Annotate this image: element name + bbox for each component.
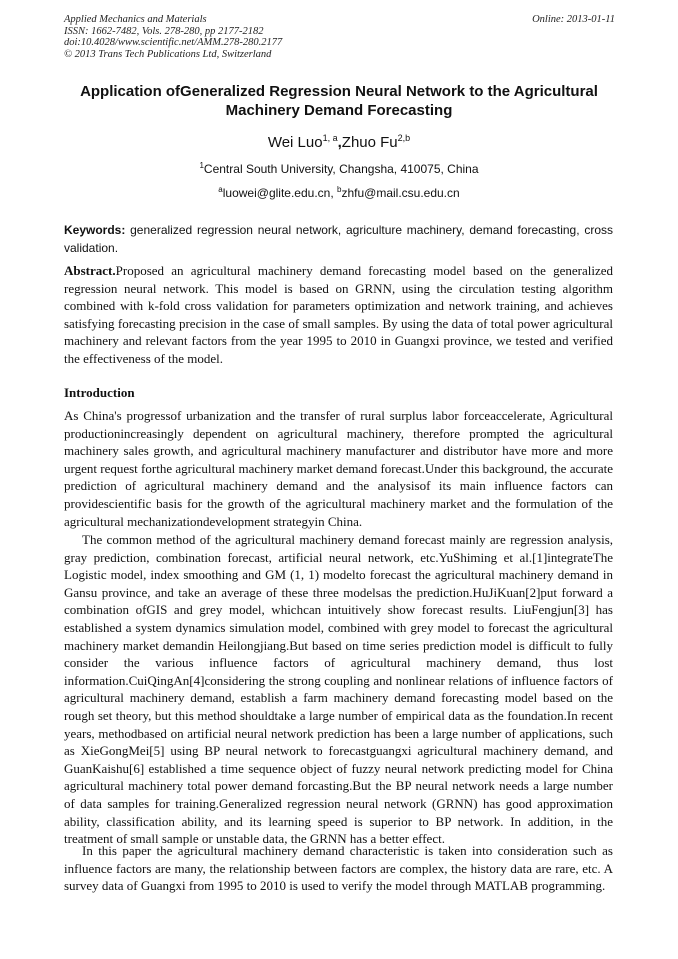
email-superscript: b xyxy=(337,185,342,194)
keywords-label: Keywords: xyxy=(64,223,126,237)
keywords-text: generalized regression neural network, agriculture machinery, demand forecasting, cross validation. xyxy=(64,223,613,255)
intro-paragraph-3: In this paper the agricultural machinery demand characteristic is taken into consideration such as influence factors are many, the relationship between factors are complex, the history data are rare, etc. A survey data of Guangxi from 1995 to 2010 is used to verify the model through MATLAB programming. xyxy=(64,843,613,894)
issn-line: ISSN: 1662-7482, Vols. 278-280, pp 2177-2182 xyxy=(64,25,264,37)
copyright-line: © 2013 Trans Tech Publications Ltd, Switzerland xyxy=(64,48,272,60)
intro-paragraph-2: The common method of the agricultural machinery demand forecast mainly are regression analysis, gray prediction, combination forecast, artificial neural network, etc.YuShiming et al.[1]integrateThe Logistic model, index smoothing and GM (1, 1) modelto forecast the agricultural machinery demand in Gansu province, and take an average of these three modelsas the prediction.HuJiKuan[2]put forward a combination ofGIS and grey model, whichcan intuitively show forecast results. LiuFengjun[3] has established a system dynamics simulation model, combined with grey model to forecast the agricultural machinery market demandin Heilongjiang.But based on time series prediction model is difficult to fully consider the various influence factors of agricultural machinery demand, thus lost information.CuiQingAn[4]considering the strong coupling and nonlinear relations of influence factors of agricultural machinery demand, establish a farm machinery demand forecasting model based on the rough set theory, but this method shouldtake a large number of empirical data as the foundation.In recent years, methodbased on artificial neural network prediction has been a large number of applications, such as XieGongMei[5] using BP neural network to forecastguangxi agricultural machinery demand, and GuanKaishu[6] established a time sequence object of fuzzy neural network predicting model for China agricultural machinery total power demand forcasting.But the BP neural network needs a large number of data samples for training.Generalized regression neural network (GRNN) has good approximation ability, classification ability, and its learning speed is superior to BP network. In addition, in the treatment of small sample or unstable data, the GRNN has a better effect. xyxy=(64,532,613,847)
author-line xyxy=(60,129,618,152)
abstract-text: Proposed an agricultural machinery demand forecasting model based on the generalized regression neural network. This model is based on GRNN, using the circulation testing algorithm combined with k-fold cross validation for parameters optimization and network training, and achieves satisfying forecasting precision in the case of small samples. By using the data of total power agricultural machinery and relevant factors from the year 1995 to 2010 in Guangxi province, we tested and verified the effectiveness of the model. xyxy=(64,263,613,366)
abstract xyxy=(64,262,613,368)
email-address: zhfu@mail.csu.edu.cn xyxy=(341,186,460,200)
affiliation-text: Central South University, Changsha, 410075, China xyxy=(203,162,479,176)
online-date: Online: 2013-01-11 xyxy=(532,14,615,25)
author-superscript: 2,b xyxy=(397,133,411,143)
section-heading-introduction: Introduction xyxy=(64,385,135,400)
paper-title: Application ofGeneralized Regression Neural Network to the Agricultural Machinery Demand Forecasting xyxy=(80,83,598,119)
email-line xyxy=(60,182,618,201)
abstract-label: Abstract. xyxy=(64,263,116,278)
intro-paragraph-1: As China's progressof urbanization and the transfer of rural surplus labor forceaccelerate, Agricultural productionincreasingly dependent on agricultural machinery, therefore prompted the agricultural machinery sales growth, and agricultural machinery manufacturer and distributor have more and more urgent request forthe agricultural machinery market demand forecast.Under this background, the accurate prediction of agricultural machinery demand and the analysisof its main influence factors can providescientific basis for the growth of the agricultural machinery market and the formulation of the agricultural mechanizationdevelopment strategyin China. xyxy=(64,408,613,529)
affiliation xyxy=(60,158,618,177)
author-name: Zhuo Fu xyxy=(341,134,398,151)
email-address: luowei@glite.edu.cn, xyxy=(222,186,337,200)
author-superscript: 1, a xyxy=(322,133,338,143)
author-name: Wei Luo xyxy=(267,134,323,151)
author-separator: , xyxy=(337,134,342,151)
affiliation-superscript: 1 xyxy=(199,161,204,170)
email-superscript: a xyxy=(218,185,223,194)
journal-name: Applied Mechanics and Materials xyxy=(64,14,207,25)
keywords xyxy=(64,221,613,257)
journal-header xyxy=(64,14,615,60)
doi-line: doi:10.4028/www.scientific.net/AMM.278-280.2177 xyxy=(64,37,283,48)
